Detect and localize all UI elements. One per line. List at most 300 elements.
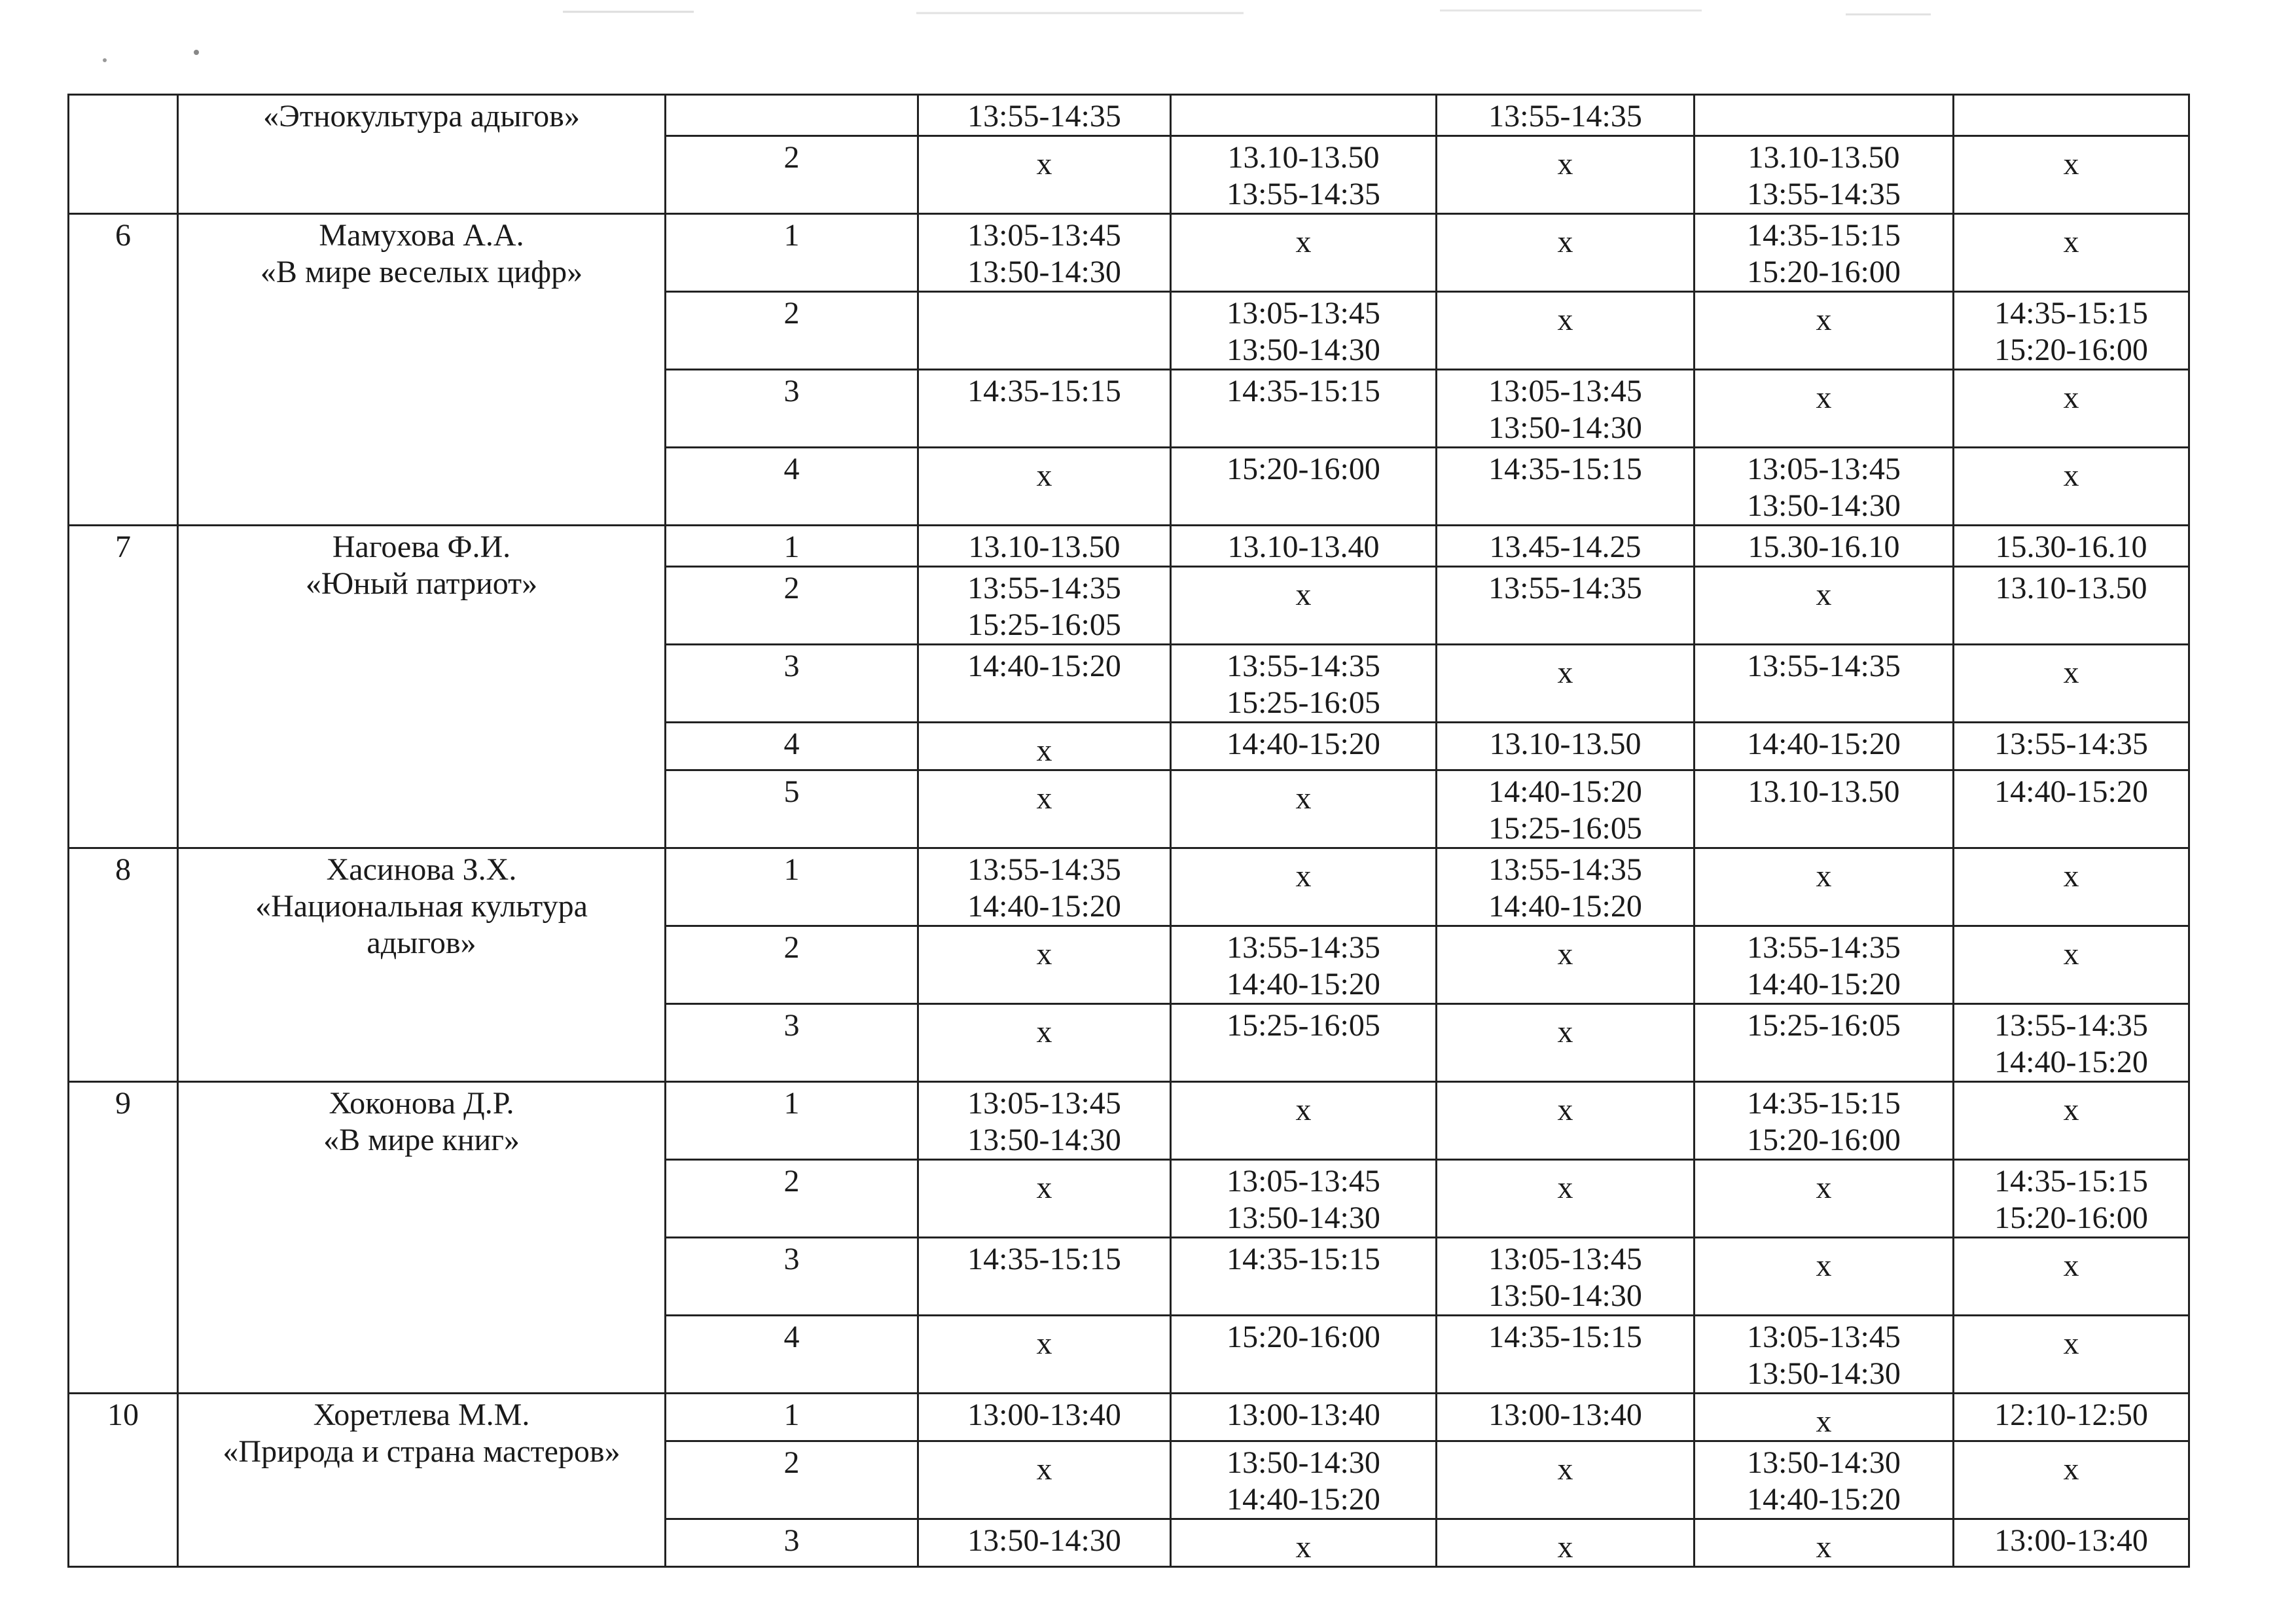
time-slot-day-2-line: 13:05-13:45	[1227, 1164, 1380, 1199]
group-number-cell-content	[666, 448, 917, 488]
time-slot-day-1	[918, 292, 1171, 370]
time-slot-day-2-content	[1172, 137, 1435, 213]
group-number-cell-content	[666, 137, 917, 176]
time-slot-day-3-line: 14:35-15:15	[1488, 1320, 1642, 1354]
teacher-course-cell-line: Нагоева Ф.И.	[332, 530, 511, 564]
time-slot-day-5-content	[1954, 1161, 2188, 1236]
time-slot-day-4-content	[1695, 215, 1952, 291]
time-slot-day-2-line: 14:40-15:20	[1227, 727, 1380, 761]
group-number-cell-content	[666, 293, 917, 332]
group-number-cell-content	[666, 723, 917, 763]
time-slot-day-1-line: 14:40-15:20	[967, 889, 1121, 924]
time-slot-day-4-content	[1695, 1394, 1952, 1440]
time-slot-day-3-line: x	[1557, 225, 1573, 259]
time-slot-day-5-line: 14:35-15:15	[1994, 1164, 2148, 1199]
teacher-course-cell-line: Хасинова З.Х.	[326, 852, 517, 887]
time-slot-day-4-line: 15:25-16:05	[1747, 1008, 1901, 1043]
time-slot-day-2-content	[1172, 1005, 1435, 1044]
time-slot-day-5-line: 13:55-14:35	[1994, 1008, 2148, 1043]
time-slot-day-2	[1171, 1519, 1437, 1567]
time-slot-day-5	[1954, 1394, 2189, 1441]
time-slot-day-1-content	[919, 771, 1170, 817]
time-slot-day-5	[1954, 526, 2189, 567]
time-slot-day-2-content	[1172, 1083, 1435, 1128]
time-slot-day-5-line: 14:35-15:15	[1994, 296, 2148, 331]
time-slot-day-4-line: 13:55-14:35	[1747, 177, 1901, 211]
time-slot-day-2-line: x	[1295, 1092, 1312, 1127]
time-slot-day-3-line: x	[1557, 147, 1573, 181]
row-number-cell-content	[69, 215, 177, 254]
time-slot-day-1-line: x	[1036, 733, 1052, 768]
group-number-cell	[666, 448, 918, 526]
group-number-cell-line: 2	[783, 1164, 800, 1199]
time-slot-day-1-line: 13:55-14:35	[967, 852, 1121, 887]
time-slot-day-1-line: x	[1036, 937, 1052, 971]
time-slot-day-1	[918, 645, 1171, 723]
time-slot-day-4	[1695, 926, 1954, 1004]
time-slot-day-1-content	[919, 568, 1170, 643]
row-number-cell-content	[69, 96, 177, 98]
time-slot-day-4-content	[1695, 771, 1952, 810]
time-slot-day-5	[1954, 292, 2189, 370]
time-slot-day-1-line: x	[1036, 781, 1052, 816]
time-slot-day-1-content	[919, 215, 1170, 291]
time-slot-day-1	[918, 1004, 1171, 1082]
time-slot-day-4-content	[1695, 370, 1952, 416]
time-slot-day-3-content	[1437, 1394, 1693, 1434]
time-slot-day-2-line: 14:40-15:20	[1227, 967, 1380, 1001]
time-slot-day-3-content	[1437, 1083, 1693, 1128]
time-slot-day-1-line: 14:40-15:20	[967, 649, 1121, 683]
group-number-cell	[666, 526, 918, 567]
time-slot-day-2-line: 13:50-14:30	[1227, 1200, 1380, 1235]
time-slot-day-5-line: x	[2063, 380, 2079, 415]
time-slot-day-4-line: x	[1816, 859, 1832, 893]
time-slot-day-1-line: x	[1036, 1170, 1052, 1205]
time-slot-day-4-content	[1695, 526, 1952, 566]
time-slot-day-5-line: x	[2063, 1248, 2079, 1283]
time-slot-day-1-content	[919, 1316, 1170, 1362]
time-slot-day-2	[1171, 770, 1437, 848]
time-slot-day-5-content	[1954, 771, 2188, 810]
time-slot-day-5-content	[1954, 96, 2188, 98]
time-slot-day-5-line: 15:20-16:00	[1994, 1200, 2148, 1235]
time-slot-day-5-line: x	[2063, 937, 2079, 971]
time-slot-day-3-line: x	[1557, 1092, 1573, 1127]
time-slot-day-5-line: 13:00-13:40	[1994, 1523, 2148, 1558]
time-slot-day-4-content	[1695, 448, 1952, 524]
group-number-cell	[666, 723, 918, 770]
time-slot-day-1-content	[919, 1005, 1170, 1051]
time-slot-day-2	[1171, 848, 1437, 926]
time-slot-day-4-line: 14:35-15:15	[1747, 1086, 1901, 1121]
time-slot-day-3-content	[1437, 137, 1693, 183]
teacher-course-cell-line: «Природа и страна мастеров»	[223, 1434, 620, 1469]
time-slot-day-2-line: 13:05-13:45	[1227, 296, 1380, 331]
time-slot-day-3	[1437, 567, 1695, 645]
time-slot-day-5-content	[1954, 526, 2188, 566]
group-number-cell	[666, 1004, 918, 1082]
time-slot-day-4-content	[1695, 849, 1952, 895]
group-number-cell-line: 1	[783, 218, 800, 253]
time-slot-day-5-content	[1954, 1394, 2188, 1434]
time-slot-day-3-line: 13:05-13:45	[1488, 374, 1642, 408]
time-slot-day-3-line: 14:35-15:15	[1488, 452, 1642, 486]
time-slot-day-1-content	[919, 1442, 1170, 1488]
time-slot-day-5	[1954, 1082, 2189, 1160]
time-slot-day-4-line: 14:35-15:15	[1747, 218, 1901, 253]
time-slot-day-4	[1695, 567, 1954, 645]
time-slot-day-2-line: 14:35-15:15	[1227, 1242, 1380, 1276]
time-slot-day-5	[1954, 926, 2189, 1004]
time-slot-day-3-content	[1437, 1316, 1693, 1356]
time-slot-day-1-line: 14:35-15:15	[967, 374, 1121, 408]
group-number-cell	[666, 214, 918, 292]
time-slot-day-3-line: x	[1557, 1170, 1573, 1205]
time-slot-day-4-content	[1695, 1005, 1952, 1044]
group-number-cell-line: 2	[783, 930, 800, 965]
time-slot-day-1-content	[919, 1083, 1170, 1159]
table-row	[69, 1394, 2189, 1441]
time-slot-day-1-line: 13.10-13.50	[968, 530, 1121, 564]
time-slot-day-5-line: x	[2063, 458, 2079, 493]
group-number-cell-line: 1	[783, 530, 800, 564]
time-slot-day-1-content	[919, 1520, 1170, 1559]
time-slot-day-3-content	[1437, 96, 1693, 135]
time-slot-day-3-line: 13:05-13:45	[1488, 1242, 1642, 1276]
time-slot-day-5	[1954, 214, 2189, 292]
group-number-cell	[666, 926, 918, 1004]
time-slot-day-3-line: 13:55-14:35	[1488, 852, 1642, 887]
time-slot-day-2-line: x	[1295, 225, 1312, 259]
time-slot-day-2-content	[1172, 370, 1435, 410]
time-slot-day-5-line: x	[2063, 859, 2079, 893]
group-number-cell-line: 4	[783, 1320, 800, 1354]
row-number-cell-content	[69, 1083, 177, 1122]
time-slot-day-2-line: 13.10-13.40	[1227, 530, 1380, 564]
time-slot-day-1-content	[919, 96, 1170, 135]
time-slot-day-3	[1437, 1394, 1695, 1441]
time-slot-day-3-content	[1437, 645, 1693, 691]
time-slot-day-5	[1954, 448, 2189, 526]
group-number-cell-line: 1	[783, 1086, 800, 1121]
time-slot-day-1-line: 13:00-13:40	[967, 1398, 1121, 1432]
time-slot-day-5	[1954, 95, 2189, 136]
time-slot-day-4	[1695, 1316, 1954, 1394]
time-slot-day-4-line: 13.10-13.50	[1748, 774, 1900, 809]
time-slot-day-5-content	[1954, 215, 2188, 261]
time-slot-day-1	[918, 448, 1171, 526]
time-slot-day-4-line: x	[1816, 1248, 1832, 1283]
time-slot-day-2-content	[1172, 448, 1435, 488]
time-slot-day-4-line: 15:20-16:00	[1747, 255, 1901, 289]
time-slot-day-3-line: 13:55-14:35	[1488, 99, 1642, 134]
time-slot-day-5	[1954, 370, 2189, 448]
time-slot-day-5-content	[1954, 448, 2188, 494]
time-slot-day-4	[1695, 1082, 1954, 1160]
time-slot-day-3	[1437, 370, 1695, 448]
time-slot-day-5-line: 13.10-13.50	[1995, 571, 2147, 605]
time-slot-day-3	[1437, 214, 1695, 292]
group-number-cell-content	[666, 1005, 917, 1044]
time-slot-day-5	[1954, 723, 2189, 770]
time-slot-day-3	[1437, 1160, 1695, 1238]
teacher-course-cell-line: «В мире книг»	[323, 1123, 520, 1157]
time-slot-day-5-line: x	[2063, 1452, 2079, 1487]
time-slot-day-1-line: 13:50-14:30	[967, 1523, 1121, 1558]
time-slot-day-4-content	[1695, 137, 1952, 213]
time-slot-day-3-content	[1437, 448, 1693, 488]
scan-noise	[0, 0, 2296, 79]
group-number-cell-line: 2	[783, 296, 800, 331]
time-slot-day-3	[1437, 1441, 1695, 1519]
time-slot-day-3-line: x	[1557, 302, 1573, 337]
time-slot-day-4-content	[1695, 645, 1952, 685]
time-slot-day-3-line: x	[1557, 937, 1573, 971]
time-slot-day-5-line: x	[2063, 147, 2079, 181]
time-slot-day-1	[918, 214, 1171, 292]
group-number-cell	[666, 645, 918, 723]
time-slot-day-1	[918, 1238, 1171, 1316]
row-number-cell	[69, 1394, 178, 1567]
time-slot-day-3-line: 13:50-14:30	[1488, 410, 1642, 445]
time-slot-day-1-content	[919, 293, 1170, 295]
row-number-cell-line: 7	[115, 530, 131, 564]
time-slot-day-2-line: 13:50-14:30	[1227, 333, 1380, 367]
time-slot-day-2-line: x	[1295, 1530, 1312, 1564]
group-number-cell	[666, 848, 918, 926]
schedule-table	[67, 94, 2190, 1568]
group-number-cell-line: 1	[783, 1398, 800, 1432]
time-slot-day-2-content	[1172, 1394, 1435, 1434]
row-number-cell	[69, 848, 178, 1082]
time-slot-day-2-content	[1172, 1520, 1435, 1566]
time-slot-day-2	[1171, 1238, 1437, 1316]
time-slot-day-4-content	[1695, 723, 1952, 763]
time-slot-day-3	[1437, 848, 1695, 926]
time-slot-day-2	[1171, 1441, 1437, 1519]
row-number-cell	[69, 214, 178, 526]
time-slot-day-4	[1695, 723, 1954, 770]
teacher-course-cell-line: Хоконова Д.Р.	[329, 1086, 514, 1121]
time-slot-day-3	[1437, 448, 1695, 526]
time-slot-day-3-line: 13.45-14.25	[1489, 530, 1641, 564]
table-row	[69, 214, 2189, 292]
group-number-cell	[666, 1238, 918, 1316]
time-slot-day-2	[1171, 723, 1437, 770]
row-number-cell	[69, 95, 178, 214]
group-number-cell-line: 3	[783, 1008, 800, 1043]
group-number-cell	[666, 1519, 918, 1567]
time-slot-day-2-content	[1172, 771, 1435, 817]
time-slot-day-4	[1695, 1394, 1954, 1441]
time-slot-day-1	[918, 1441, 1171, 1519]
time-slot-day-4-line: 13:50-14:30	[1747, 488, 1901, 523]
time-slot-day-5	[1954, 848, 2189, 926]
time-slot-day-2	[1171, 1004, 1437, 1082]
time-slot-day-4-content	[1695, 568, 1952, 613]
group-number-cell-content	[666, 1520, 917, 1559]
time-slot-day-4-line: 15:20-16:00	[1747, 1123, 1901, 1157]
table-row	[69, 95, 2189, 136]
time-slot-day-3	[1437, 926, 1695, 1004]
teacher-course-cell-line: «Этнокультура адыгов»	[263, 99, 580, 134]
time-slot-day-4-line: x	[1816, 1170, 1832, 1205]
time-slot-day-1	[918, 770, 1171, 848]
teacher-course-cell	[178, 848, 666, 1082]
time-slot-day-5-line: x	[2063, 1326, 2079, 1361]
time-slot-day-1-line: 15:25-16:05	[967, 607, 1121, 642]
time-slot-day-4-content	[1695, 1083, 1952, 1159]
time-slot-day-1	[918, 1316, 1171, 1394]
group-number-cell	[666, 95, 918, 136]
time-slot-day-3-line: 15:25-16:05	[1488, 811, 1642, 846]
teacher-course-cell	[178, 1394, 666, 1567]
time-slot-day-4-line: 14:40-15:20	[1747, 1482, 1901, 1517]
time-slot-day-2	[1171, 1160, 1437, 1238]
time-slot-day-3-content	[1437, 723, 1693, 763]
time-slot-day-4-content	[1695, 1520, 1952, 1566]
time-slot-day-1-content	[919, 645, 1170, 685]
time-slot-day-1-content	[919, 1238, 1170, 1278]
time-slot-day-3	[1437, 645, 1695, 723]
time-slot-day-4-line: x	[1816, 577, 1832, 612]
time-slot-day-3-line: 13.10-13.50	[1489, 727, 1641, 761]
time-slot-day-3	[1437, 526, 1695, 567]
time-slot-day-5-line: 12:10-12:50	[1994, 1398, 2148, 1432]
time-slot-day-4	[1695, 645, 1954, 723]
time-slot-day-1	[918, 1519, 1171, 1567]
time-slot-day-2-content	[1172, 927, 1435, 1003]
time-slot-day-4-line: x	[1816, 1530, 1832, 1564]
time-slot-day-1-line: x	[1036, 1015, 1052, 1049]
group-number-cell	[666, 1394, 918, 1441]
time-slot-day-1-line: 13:05-13:45	[967, 1086, 1121, 1121]
time-slot-day-2	[1171, 526, 1437, 567]
time-slot-day-2-content	[1172, 1238, 1435, 1278]
time-slot-day-2-line: 14:35-15:15	[1227, 374, 1380, 408]
group-number-cell-content	[666, 849, 917, 888]
time-slot-day-3	[1437, 136, 1695, 214]
time-slot-day-3-content	[1437, 1238, 1693, 1314]
time-slot-day-4-content	[1695, 1442, 1952, 1518]
group-number-cell	[666, 1441, 918, 1519]
time-slot-day-5	[1954, 1441, 2189, 1519]
time-slot-day-5	[1954, 1316, 2189, 1394]
time-slot-day-2-content	[1172, 645, 1435, 721]
time-slot-day-3-content	[1437, 1005, 1693, 1051]
time-slot-day-5-line: x	[2063, 1092, 2079, 1127]
time-slot-day-2	[1171, 567, 1437, 645]
time-slot-day-3-content	[1437, 927, 1693, 973]
time-slot-day-1	[918, 370, 1171, 448]
time-slot-day-4-line: 13:55-14:35	[1747, 930, 1901, 965]
time-slot-day-1-content	[919, 1394, 1170, 1434]
time-slot-day-2	[1171, 136, 1437, 214]
time-slot-day-1-line: 13:50-14:30	[967, 255, 1121, 289]
time-slot-day-4-line: 13:55-14:35	[1747, 649, 1901, 683]
time-slot-day-5	[1954, 136, 2189, 214]
time-slot-day-5	[1954, 1519, 2189, 1567]
time-slot-day-1-line: 13:05-13:45	[967, 218, 1121, 253]
row-number-cell-content	[69, 526, 177, 566]
teacher-course-cell	[178, 214, 666, 526]
row-number-cell-line: 8	[115, 852, 131, 887]
time-slot-day-2-line: 15:25-16:05	[1227, 685, 1380, 720]
group-number-cell-line: 5	[783, 774, 800, 809]
time-slot-day-5	[1954, 770, 2189, 848]
group-number-cell-line: 4	[783, 727, 800, 761]
time-slot-day-1	[918, 1082, 1171, 1160]
time-slot-day-3	[1437, 1316, 1695, 1394]
time-slot-day-2-content	[1172, 568, 1435, 613]
schedule-body	[69, 95, 2189, 1567]
group-number-cell-content	[666, 645, 917, 685]
time-slot-day-2-line: 13:00-13:40	[1227, 1398, 1380, 1432]
time-slot-day-2-line: 15:20-16:00	[1227, 452, 1380, 486]
row-number-cell-content	[69, 1394, 177, 1434]
time-slot-day-2	[1171, 1394, 1437, 1441]
time-slot-day-2	[1171, 370, 1437, 448]
group-number-cell-content	[666, 370, 917, 410]
group-number-cell-content	[666, 1316, 917, 1356]
time-slot-day-3-content	[1437, 849, 1693, 925]
time-slot-day-4	[1695, 448, 1954, 526]
time-slot-day-4	[1695, 1160, 1954, 1238]
time-slot-day-2-content	[1172, 96, 1435, 98]
table-row	[69, 848, 2189, 926]
group-number-cell-line: 3	[783, 649, 800, 683]
time-slot-day-4-content	[1695, 1316, 1952, 1392]
time-slot-day-4	[1695, 214, 1954, 292]
time-slot-day-2-content	[1172, 526, 1435, 566]
group-number-cell-line: 2	[783, 1445, 800, 1480]
group-number-cell-content	[666, 526, 917, 566]
teacher-course-cell-line: «Национальная культура	[255, 889, 588, 924]
time-slot-day-2-line: x	[1295, 577, 1312, 612]
time-slot-day-3	[1437, 723, 1695, 770]
time-slot-day-4-line: x	[1816, 380, 1832, 415]
time-slot-day-4	[1695, 370, 1954, 448]
time-slot-day-1-content	[919, 370, 1170, 410]
time-slot-day-4	[1695, 95, 1954, 136]
time-slot-day-3-content	[1437, 293, 1693, 338]
time-slot-day-5	[1954, 567, 2189, 645]
time-slot-day-4	[1695, 1004, 1954, 1082]
time-slot-day-5-line: x	[2063, 655, 2079, 690]
time-slot-day-1	[918, 567, 1171, 645]
time-slot-day-2-line: 14:40-15:20	[1227, 1482, 1380, 1517]
time-slot-day-4-line: x	[1816, 1404, 1832, 1439]
group-number-cell	[666, 1160, 918, 1238]
teacher-course-cell-line: Мамухова А.А.	[319, 218, 524, 253]
time-slot-day-3-line: x	[1557, 655, 1573, 690]
teacher-course-cell	[178, 1082, 666, 1394]
teacher-course-cell-line: адыгов»	[367, 926, 476, 960]
time-slot-day-3-content	[1437, 771, 1693, 847]
group-number-cell-line: 3	[783, 374, 800, 408]
group-number-cell	[666, 567, 918, 645]
time-slot-day-2	[1171, 292, 1437, 370]
time-slot-day-5-content	[1954, 645, 2188, 691]
time-slot-day-4	[1695, 136, 1954, 214]
time-slot-day-4-content	[1695, 96, 1952, 98]
group-number-cell-content	[666, 568, 917, 607]
row-number-cell	[69, 1082, 178, 1394]
time-slot-day-1-content	[919, 927, 1170, 973]
time-slot-day-5-content	[1954, 1520, 2188, 1559]
group-number-cell-content	[666, 927, 917, 966]
